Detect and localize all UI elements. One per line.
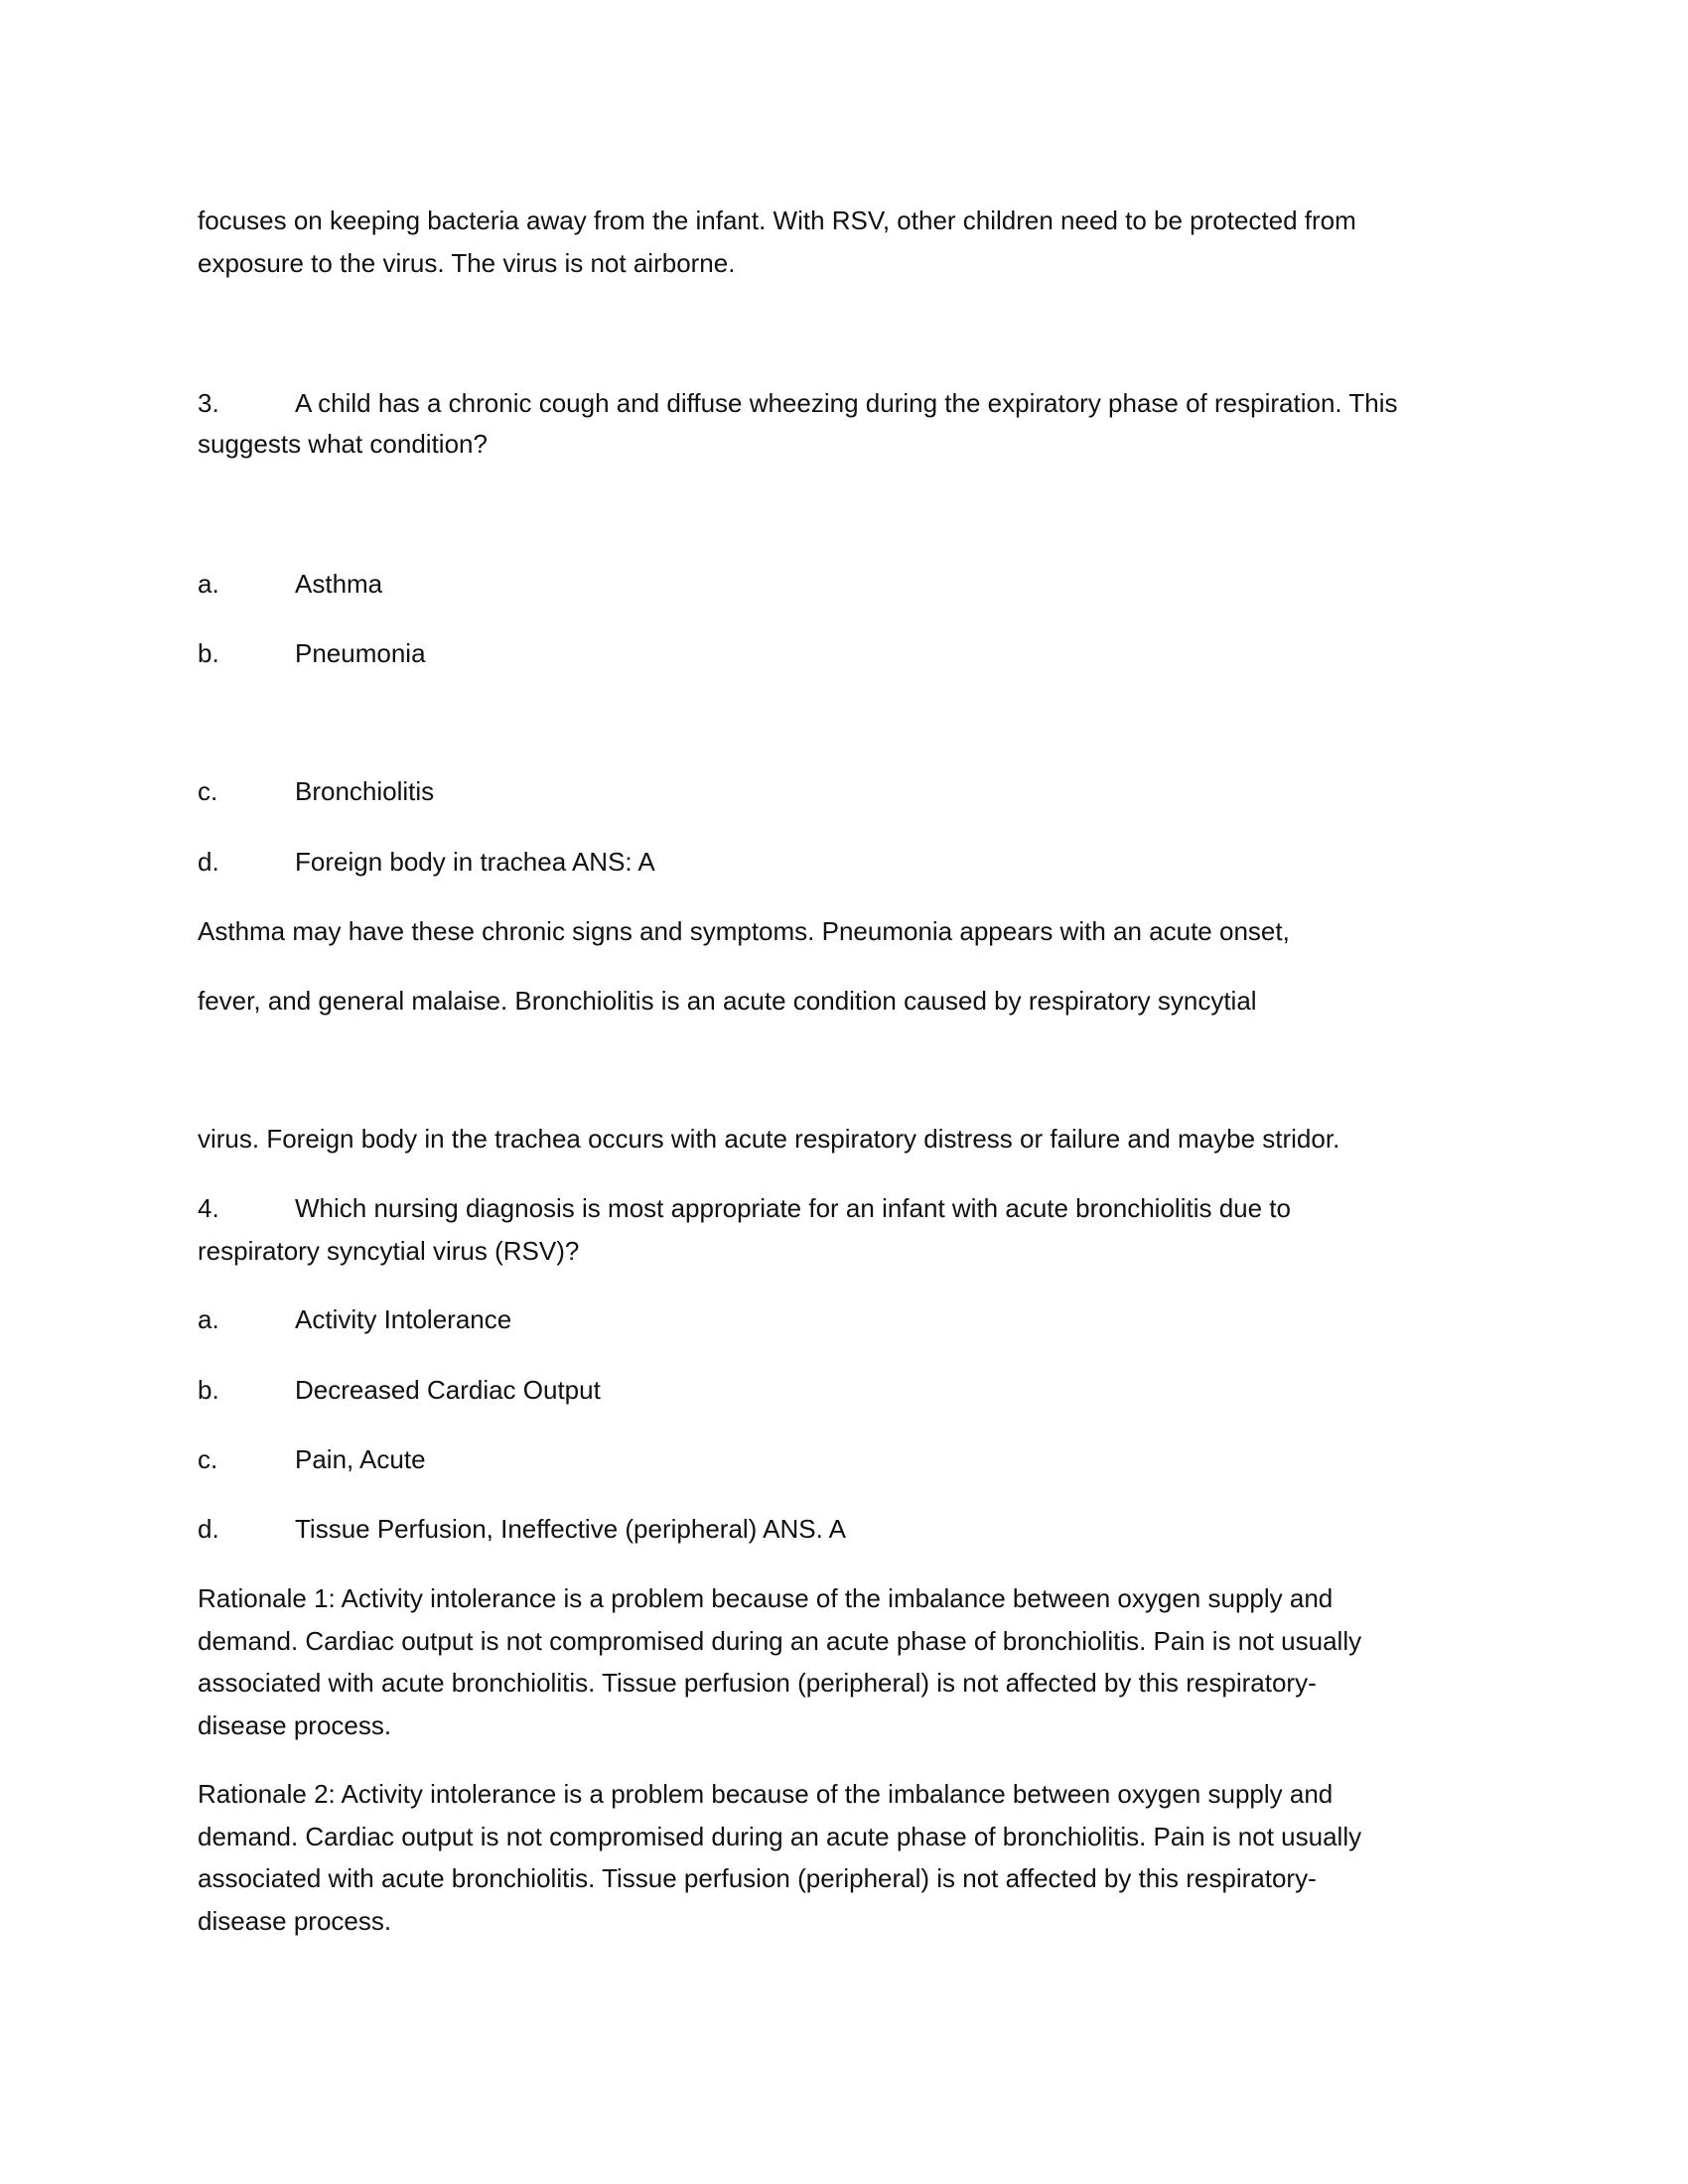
option-label: b. — [198, 1375, 219, 1405]
rationale-line: virus. Foreign body in the trachea occurs with acute respiratory distress or failure and maybe stridor. — [198, 1124, 1340, 1154]
intro-line: focuses on keeping bacteria away from the infant. With RSV, other children need to be protected from — [198, 205, 1356, 235]
rationale-line: Asthma may have these chronic signs and symptoms. Pneumonia appears with an acute onset, — [198, 916, 1290, 946]
option-text: Foreign body in trachea ANS: A — [295, 847, 655, 877]
rationale-line: Rationale 2: Activity intolerance is a problem because of the imbalance between oxygen supply and — [198, 1779, 1334, 1809]
intro-line: exposure to the virus. The virus is not airborne. — [198, 248, 736, 278]
option-text: Decreased Cardiac Output — [295, 1375, 601, 1405]
option-text: Pneumonia — [295, 638, 426, 668]
rationale-line: fever, and general malaise. Bronchiolitis is an acute condition caused by respiratory syncytial — [198, 986, 1257, 1016]
question-number: 3. — [198, 388, 219, 418]
option-text: Bronchiolitis — [295, 776, 435, 806]
rationale-line: Rationale 1: Activity intolerance is a problem because of the imbalance between oxygen supply and — [198, 1583, 1334, 1613]
option-label: a. — [198, 1304, 219, 1334]
rationale-line: demand. Cardiac output is not compromised during an acute phase of bronchiolitis. Pain is not usually — [198, 1822, 1362, 1851]
rationale-line: demand. Cardiac output is not compromised during an acute phase of bronchiolitis. Pain is not usually — [198, 1626, 1362, 1656]
option-text: Asthma — [295, 569, 383, 599]
option-label: a. — [198, 569, 219, 599]
rationale-line: associated with acute bronchiolitis. Tissue perfusion (peripheral) is not affected by this respiratory- — [198, 1863, 1317, 1893]
option-label: d. — [198, 847, 219, 877]
question-stem: suggests what condition? — [198, 429, 488, 459]
option-label: c. — [198, 1444, 218, 1474]
question-stem: A child has a chronic cough and diffuse wheezing during the expiratory phase of respiration. This — [295, 388, 1398, 418]
question-number: 4. — [198, 1193, 219, 1223]
option-text: Tissue Perfusion, Ineffective (peripheral) ANS. A — [295, 1514, 846, 1544]
question-stem: Which nursing diagnosis is most appropriate for an infant with acute bronchiolitis due to — [295, 1193, 1291, 1223]
rationale-line: disease process. — [198, 1710, 392, 1740]
option-label: c. — [198, 776, 218, 806]
question-stem: respiratory syncytial virus (RSV)? — [198, 1236, 580, 1266]
option-label: b. — [198, 638, 219, 668]
rationale-line: associated with acute bronchiolitis. Tissue perfusion (peripheral) is not affected by this respiratory- — [198, 1668, 1317, 1698]
option-label: d. — [198, 1514, 219, 1544]
rationale-line: disease process. — [198, 1906, 392, 1936]
option-text: Activity Intolerance — [295, 1304, 512, 1334]
option-text: Pain, Acute — [295, 1444, 426, 1474]
